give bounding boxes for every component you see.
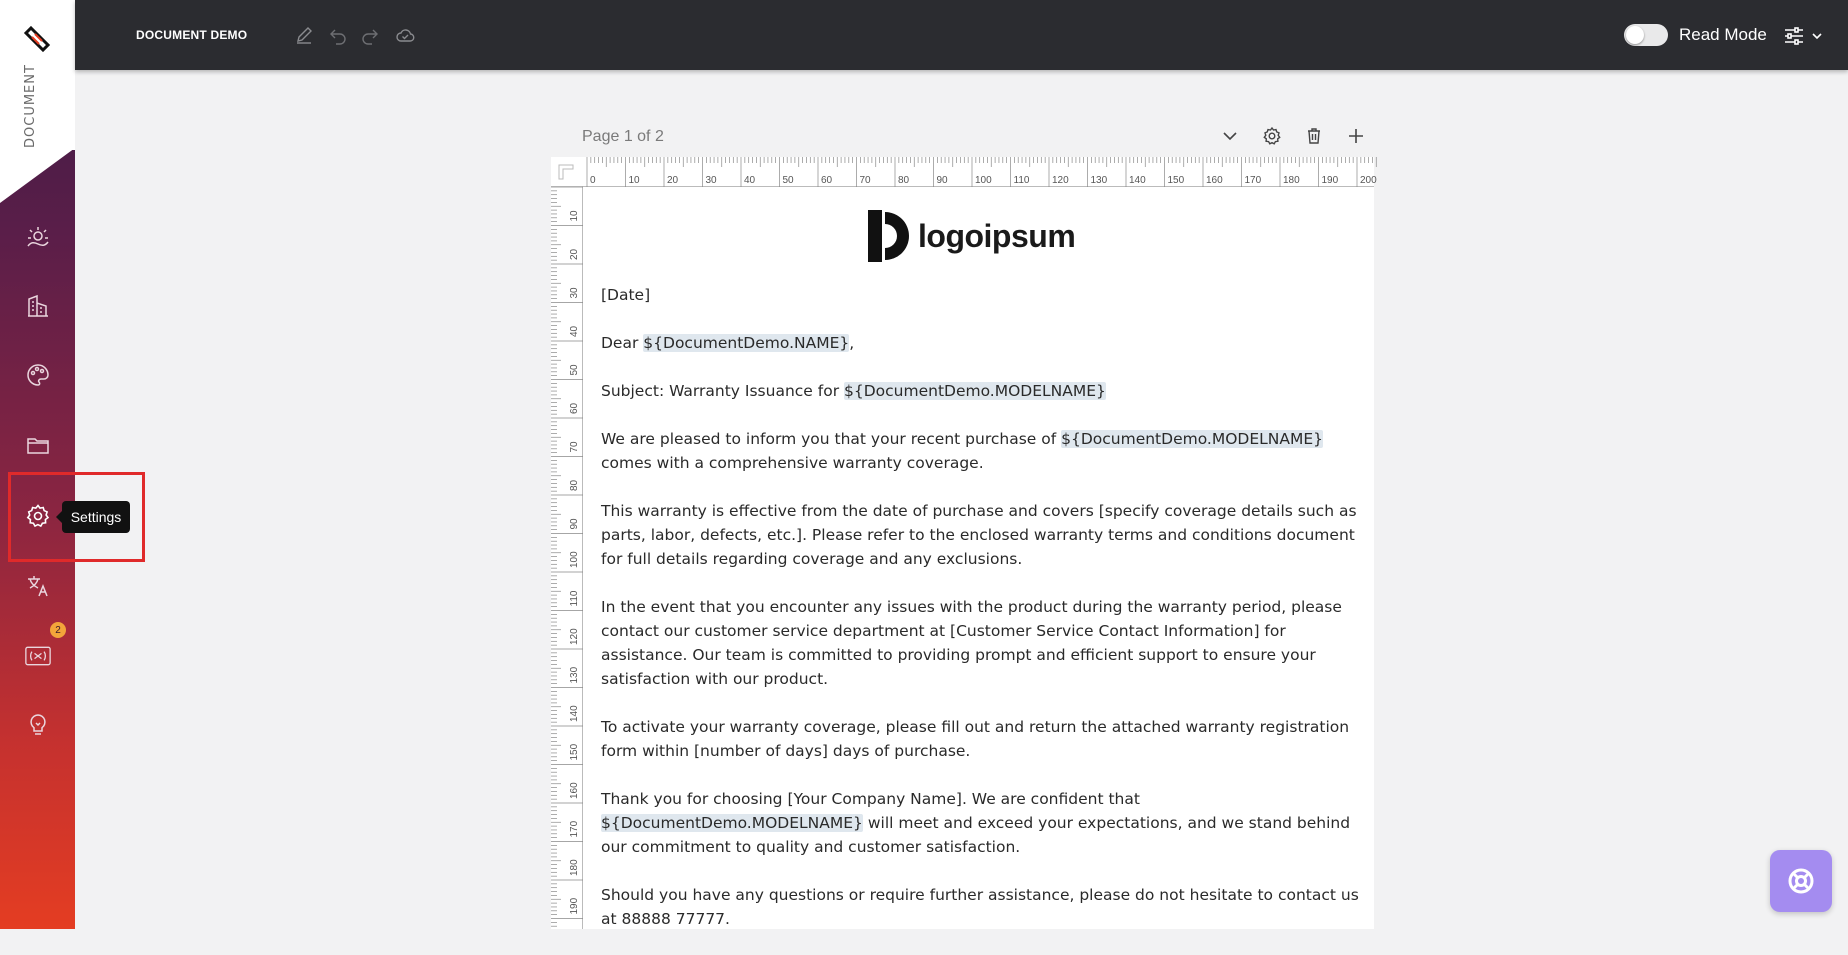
ruler-label: 10 [628,175,640,186]
document-body[interactable] [601,283,1361,955]
p1-suffix: comes with a comprehensive warranty coverage. [601,454,984,472]
ruler-label: 160 [569,782,580,799]
ruler-label: 110 [569,590,580,607]
ruler-label: 70 [859,175,871,186]
ruler-label: 20 [667,175,679,186]
ruler-label: 190 [1321,175,1339,186]
ruler-label: 200 [1360,175,1377,186]
ruler-label: 150 [569,743,580,761]
ruler-label: 90 [936,175,948,186]
ruler-label: 40 [569,325,580,337]
variable-name-chip[interactable]: ${DocumentDemo.NAME} [643,334,850,352]
ruler-label: 170 [1244,175,1262,186]
horizontal-ruler [582,157,1377,187]
app-logo-icon[interactable] [22,24,52,54]
ruler-label: 180 [1283,175,1300,186]
ruler-label: 130 [569,666,580,684]
subject-line [601,379,1361,403]
ruler-label: 0 [590,175,596,186]
settings-tooltip: Settings [62,501,130,533]
help-support-button[interactable] [1770,850,1832,912]
date-line: [Date] [601,286,651,304]
document-title: DOCUMENT DEMO [136,28,248,42]
delete-page-icon[interactable] [1302,124,1326,148]
ruler-label: 150 [1167,175,1185,186]
logo-text: logoipsum [918,217,1076,254]
translate-icon[interactable] [20,568,56,604]
paragraph-6: Should you have any questions or require further assistance, please do not hesitate to contact us at 88888 77777. [601,886,1359,928]
ruler-label: 70 [569,441,580,453]
edit-pencil-icon[interactable] [292,23,316,47]
ruler-label: 190 [569,897,580,915]
ruler-label: 140 [1129,175,1146,186]
logoipsum-mark-icon [868,210,910,262]
p5-prefix: Thank you for choosing [Your Company Name]. We are confident that [601,790,1140,808]
variable-model-chip[interactable]: ${DocumentDemo.MODELNAME} [1061,430,1324,448]
page-settings-icon[interactable] [1260,124,1284,148]
collapse-chevron-icon[interactable] [1218,124,1242,148]
ruler-label: 40 [744,175,756,186]
paragraph-2: This warranty is effective from the date of purchase and covers [specify coverage details such as parts, labor, defects, etc.]. Please refer to the enclosed warranty terms and conditions document for full details regarding coverage and any exclusions. [601,502,1357,568]
sidebar [0,0,75,929]
read-mode-label: Read Mode [1679,25,1767,44]
greeting-line [601,331,1361,355]
ruler-label: 100 [975,175,992,186]
vertical-ruler [551,187,583,929]
ruler-label: 130 [1090,175,1108,186]
paragraph-1 [601,427,1361,475]
buildings-icon[interactable] [20,288,56,324]
header-bar [75,0,1848,70]
ruler-label: 100 [569,551,580,568]
variables-count-badge: 2 [50,622,66,638]
sliders-icon [1783,25,1805,47]
ruler-corner [551,157,583,187]
subject-prefix: Subject: Warranty Issuance for [601,382,844,400]
ruler-label: 180 [569,859,580,876]
ruler-label: 170 [569,820,580,838]
p1-prefix: We are pleased to inform you that your recent purchase of [601,430,1062,448]
palette-icon[interactable] [20,357,56,393]
paragraph-5 [601,787,1361,859]
greeting-prefix: Dear [601,334,644,352]
chevron-down-icon [1811,30,1823,42]
variable-model-chip[interactable]: ${DocumentDemo.MODELNAME} [844,382,1106,400]
ruler-label: 20 [569,248,580,260]
page-toolbar [582,122,1374,152]
paragraph-3: In the event that you encounter any issues with the product during the warranty period, please contact our customer service department at [Customer Service Contact Information] for assistance. Our team is committed to providing prompt and efficient support to ensure your satisfaction with our product. [601,598,1342,688]
document-logo [868,208,1098,264]
greeting-suffix: , [849,334,855,352]
ruler-label: 160 [1206,175,1223,186]
toggle-knob [1626,26,1644,44]
ruler-label: 30 [705,175,717,186]
redo-icon[interactable] [358,23,382,47]
variables-icon[interactable] [20,638,56,674]
add-page-icon[interactable] [1344,124,1368,148]
brand-vertical-text: DOCUMENT [23,64,38,148]
lifebuoy-icon [1786,866,1816,896]
lightbulb-icon[interactable] [20,707,56,743]
ruler-label: 30 [569,287,580,299]
document-page[interactable] [583,187,1374,929]
page-info: Page 1 of 2 [582,128,664,145]
undo-icon[interactable] [326,23,350,47]
weather-icon[interactable] [20,219,56,255]
ruler-corner-icon [551,157,583,187]
ruler-label: 10 [569,210,580,222]
ruler-label: 120 [569,628,580,645]
view-settings-dropdown[interactable] [1783,22,1833,50]
ruler-label: 50 [569,364,580,376]
ruler-label: 110 [1013,175,1030,186]
ruler-label: 60 [821,175,833,186]
variable-model-chip[interactable]: ${DocumentDemo.MODELNAME} [601,814,863,832]
read-mode-toggle[interactable] [1624,24,1668,46]
ruler-label: 50 [782,175,794,186]
p5-suffix: will meet and exceed your expectations, and we stand behind our commitment to quality and customer satisfaction. [601,814,1351,856]
folder-icon[interactable] [20,427,56,463]
ruler-label: 80 [569,479,580,491]
ruler-label: 140 [569,705,580,722]
ruler-label: 60 [569,402,580,414]
ruler-label: 80 [898,175,910,186]
ruler-label: 90 [569,518,580,530]
ruler-label: 120 [1052,175,1069,186]
paragraph-4: To activate your warranty coverage, please fill out and return the attached warranty registration form within [number of days] days of purchase. [601,718,1350,760]
sidebar-divider [0,148,75,203]
cloud-saved-icon[interactable] [393,23,417,47]
